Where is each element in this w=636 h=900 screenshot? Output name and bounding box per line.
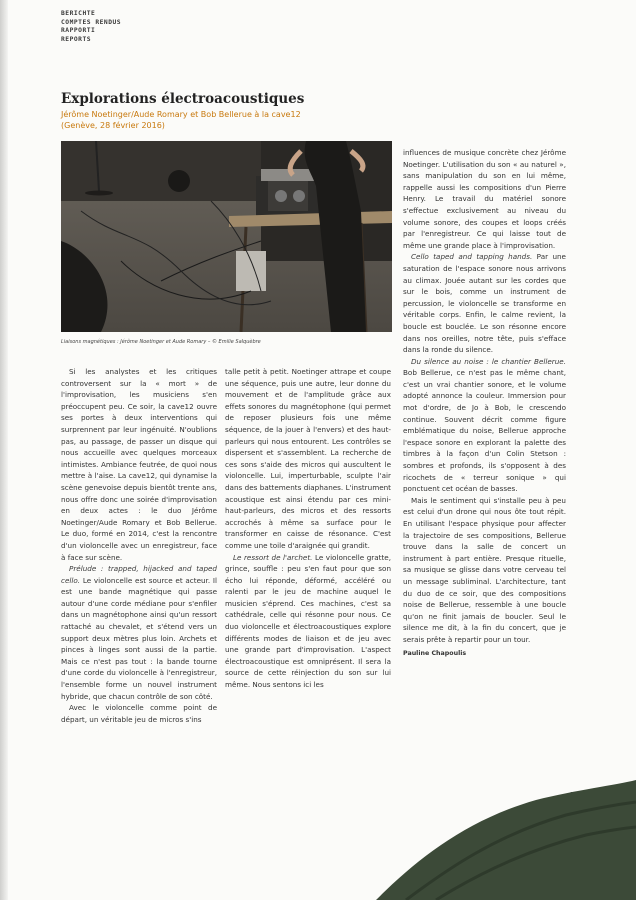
paragraph: [403, 356, 566, 495]
subtitle-performers: Jérôme Noetinger/Aude Romary et Bob Bellerue à la cave12: [61, 110, 301, 119]
paragraph: talle petit à petit. Noetinger attrape et coupe une séquence, puis une autre, leur donne du mouvement et de l'amplitude grâce aux effets sonores du magnétophone (qui permet de reposer plusieurs fois une même séquence, de la jouer à l'envers) et des haut-parleurs qui nous entourent. Les contrôles se dispersent et s'assemblent. La recherche de ces sons s'aide des micros qui auscultent le violoncelle. Lui, imperturbable, sculpte l'air dans des battements diaphanes. L'instrument acoustique est ainsi étendu par ces mini-haut-parleurs, des micros et des ressorts accrochés à même sa surface pour le transformer en caisse de résonance. C'est comme une toile d'araignée qui grandit.: [225, 367, 391, 550]
paragraph-body: Bob Bellerue, ce n'est pas le même chant, c'est un vrai chantier sonore, et le volume adopté annonce la couleur. Immersion pour mot d'ordre, de Jo à Bob, le crescendo continue. Souvent décrit comme figure emblématique du noise, Bellerue approche l'espace sonore en explorant la palette des timbres à la façon d'un Colin Stetson : sombres et profonds, ils s'opposent à des ricochets de « terreur sonique » qui ponctuent cet océan de basses.: [403, 368, 566, 494]
section-label-fr: COMPTES RENDUS: [61, 18, 122, 26]
paragraph-body: Le violoncelle gratte, grince, souffle : peu s'en faut pour que son écho lui réponde, déformé, accéléré ou ralenti par le jeu de machine auquel le musicien s'éprend. Ces machines, c'est sa cathédrale, celle qui résonne pour nous. Ce duo violoncelle et électroacoustiques explore différents modes de liaison et de jeu avec une grande part d'improvisation. L'aspect électroacoustique est omniprésent. Il sera la source de cette réinjection du son sur lui même. Nous sentons ici les: [225, 552, 392, 690]
article-column-2: [225, 366, 391, 691]
section-label-en: REPORTS: [61, 35, 92, 43]
paragraph: Si les analystes et les critiques controversent sur la « mort » de l'improvisation, les musiciens s'en préoccupent peu. Ce soir, la cave12 ouvre ses portes à deux interventions qui surprennent par leur ingénuité. N'oublions pas, au passage, de passer un disque qui nous accueille avec quelques morceaux intimistes. Ambiance feutrée, de quoi nous mettre à l'aise. La cave12, qui dynamise la scène genevoise depuis bientôt trente ans, nous offre donc une soirée d'improvisation en deux actes : le duo Jérôme Noetinger/Aude Romary et Bob Bellerue. Le duo, formé en 2014, c'est la rencontre d'un violoncelle avec un enregistreur, face à face sur scène.: [61, 367, 217, 562]
paragraph: [403, 251, 566, 355]
paragraph: Avec le violoncelle comme point de départ, un véritable jeu de micros s'ins: [61, 703, 217, 724]
article-column-1: [61, 366, 217, 725]
page-gutter: [0, 0, 8, 900]
article-title: Explorations électroacoustiques: [61, 91, 305, 107]
paragraph-heading: Du silence au noise : le chantier Bellerue.: [411, 356, 566, 366]
sweater-sleeve-image: [376, 780, 636, 900]
paragraph-heading: Cello taped and tapping hands.: [411, 252, 533, 262]
article-author: Pauline Chapoulis: [403, 649, 467, 657]
paragraph: [225, 552, 391, 691]
subtitle-date: (Genève, 28 février 2016): [61, 121, 165, 130]
article-column-3: [403, 147, 566, 659]
paragraph-heading: Prélude : trapped, hijacked and taped cello.: [61, 564, 217, 585]
paragraph: Mais le sentiment qui s'installe peu à peu est celui d'un drone qui nous ôte tout répit. En utilisant l'espace physique pour affecter la trajectoire de ses compositions, Bellerue trouve dans la salle de concert un instrument à part entière. Presque rituelle, sa musique se glisse dans votre cerveau tel un message subliminal. L'architecture, tant du duo de ce soir, que des compositions noise de Bellerue, ressemble à une boucle qu'on ne finit jamais de boucler. Seul le silence me dit, à la fin du concert, que je serais prête à repartir pour un tour.: [403, 495, 566, 644]
article-subtitle: [61, 109, 301, 131]
section-label-it: RAPPORTI: [61, 27, 96, 34]
section-labels: [61, 10, 121, 44]
paragraph-body: Le violoncelle est source et acteur. Il est une bande magnétique qui passe autour d'une corde médiane pour s'enfiler dans un magnétophone ainsi qu'un ressort rattaché au chevalet, et s'étend vers un support deux mètres plus loin. Archets et pinces à linges sont aussi de la partie. Mais ce n'est pas tout : la bande tourne d'une corde du violoncelle à l'enregistreur, l'ensemble forme un nouvel instrument hybride, que chacun contrôle de son côté.: [61, 575, 217, 701]
concert-photo: [61, 141, 392, 332]
paragraph: influences de musique concrète chez Jérôme Noetinger. L'utilisation du son « au naturel », sans manipulation du son en lui même, rappelle aussi les compositions d'un Pierre Henry. Le travail du matériel sonore s'effectue exclusivement au niveau du volume sonore, des coupes et loops créés par l'enregistreur. Ce qui laisse tout de même une grande place à l'improvisation.: [403, 148, 566, 250]
paragraph-body: Par une saturation de l'espace sonore nous arrivons au climax. Jouée autant sur les cordes que sur le bois, comme un instrument de percussion, le violoncelle se transforme en véritable corps. Enfin, le calme revient, la boucle est bouclée. Le son résonne encore dans nos oreilles, notre tête, puis s'efface dans la ronde du silence.: [403, 252, 566, 355]
photo-caption: Liaisons magnétiques : Jérôme Noetinger et Aude Romary – © Emilie Salquèbre: [61, 339, 261, 345]
paragraph: [61, 563, 217, 702]
section-label-de: BERICHTE: [61, 10, 96, 17]
paragraph-heading: Le ressort de l'archet.: [233, 552, 313, 562]
